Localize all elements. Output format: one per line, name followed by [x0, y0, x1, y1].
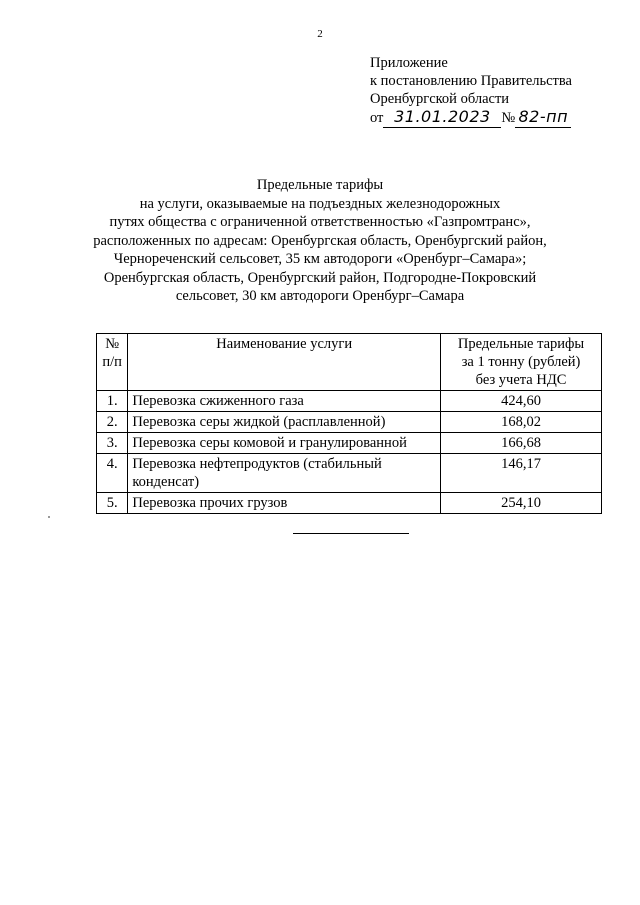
date-value: 31.01.2023	[394, 107, 491, 126]
row-price: 254,10	[441, 493, 602, 514]
end-of-document-rule	[293, 533, 409, 534]
title-line6: Оренбургская область, Оренбургский район, Подгородне-Покровский	[103, 269, 537, 286]
row-price: 166,68	[441, 433, 602, 454]
header-num	[97, 334, 128, 391]
table-row	[97, 493, 602, 514]
table-row	[97, 412, 602, 433]
appendix-line1: Приложение	[370, 55, 448, 71]
row-service-name: Перевозка серы жидкой (расплавленной)	[128, 412, 441, 433]
header-price-line1: Предельные тарифы	[457, 336, 585, 352]
header-price-line3: без учета НДС	[475, 372, 567, 388]
table-row	[97, 433, 602, 454]
row-price: 168,02	[441, 412, 602, 433]
number-value: 82-пп	[518, 107, 569, 126]
header-num-line1: №	[105, 336, 120, 352]
row-price: 424,60	[441, 391, 602, 412]
table-row	[97, 391, 602, 412]
title-line2: на услуги, оказываемые на подъездных железнодорожных	[139, 195, 501, 212]
date-prefix: от	[370, 110, 384, 126]
number-prefix: №	[501, 110, 516, 126]
appendix-date-line	[370, 108, 630, 128]
header-price	[441, 334, 602, 391]
row-service-name: Перевозка прочих грузов	[128, 493, 441, 514]
title-line4: расположенных по адресам: Оренбургская область, Оренбургский район,	[93, 232, 547, 249]
header-num-line2: п/п	[102, 354, 122, 370]
row-price: 146,17	[441, 454, 602, 493]
header-price-line2: за 1 тонну (рублей)	[461, 354, 581, 370]
scan-speck	[48, 516, 50, 518]
page-number: 2	[317, 28, 323, 40]
title-line5: Чернореченский сельсовет, 35 км автодороги «Оренбург–Самара»;	[113, 251, 527, 267]
row-num: 5.	[97, 493, 128, 514]
title-line3: путях общества с ограниченной ответственностью «Газпромтранс»,	[109, 214, 531, 230]
document-title	[0, 176, 640, 306]
row-num: 4.	[97, 454, 128, 493]
table-row	[97, 454, 602, 493]
row-service-name: Перевозка нефтепродуктов (стабильный конденсат)	[128, 454, 441, 493]
appendix-block	[370, 54, 630, 128]
row-num: 3.	[97, 433, 128, 454]
appendix-line2: к постановлению Правительства	[370, 73, 572, 89]
tariffs-table	[96, 333, 602, 514]
appendix-line3: Оренбургской области	[370, 91, 510, 107]
row-num: 2.	[97, 412, 128, 433]
title-line7: сельсовет, 30 км автодороги Оренбург–Самара	[175, 288, 465, 304]
row-num: 1.	[97, 391, 128, 412]
header-service-name: Наименование услуги	[128, 334, 441, 391]
row-service-name: Перевозка серы комовой и гранулированной	[128, 433, 441, 454]
title-line1: Предельные тарифы	[256, 177, 384, 193]
table-header-row	[97, 334, 602, 391]
row-service-name: Перевозка сжиженного газа	[128, 391, 441, 412]
